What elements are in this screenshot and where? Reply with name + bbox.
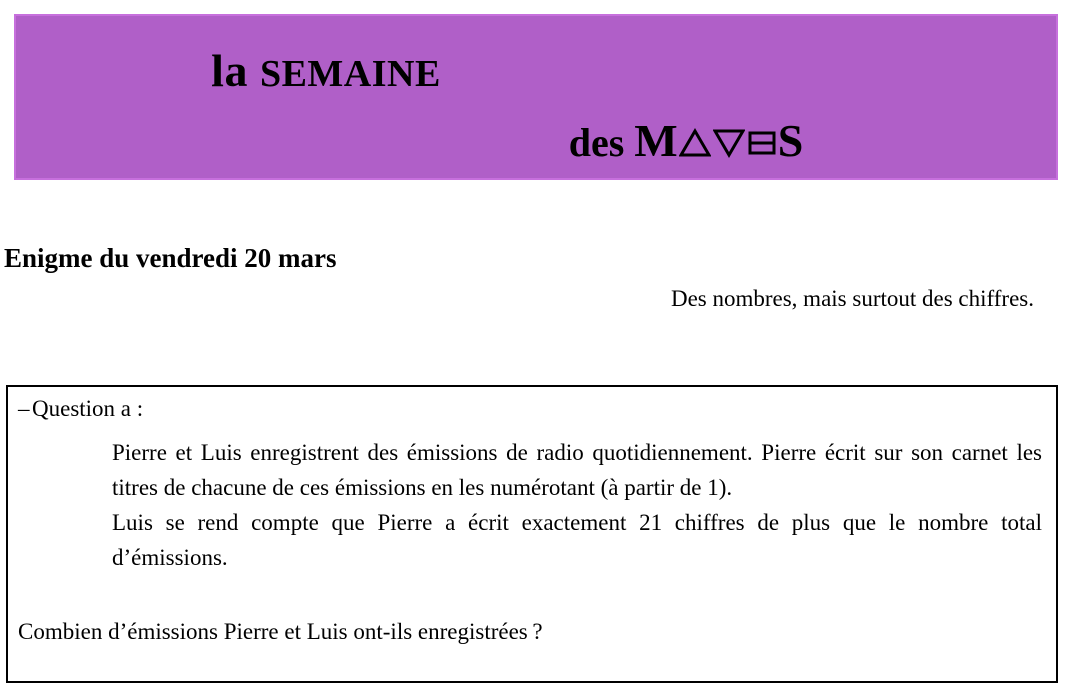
question-paragraph-1: Pierre et Luis enregistrent des émissions de radio quotidiennement. Pierre écrit sur son carnet les titres de chacune de ces émissions en les numérotant (à partir de 1). bbox=[112, 440, 1042, 500]
page-subtitle: Des nombres, mais surtout des chiffres. bbox=[670, 286, 1034, 311]
banner-glyph-group bbox=[678, 116, 778, 167]
header-banner bbox=[14, 14, 1058, 180]
question-body bbox=[112, 436, 1042, 576]
question-label-row bbox=[18, 396, 143, 422]
triangle-down-icon bbox=[713, 128, 745, 158]
question-final-prompt: Combien d’émissions Pierre et Luis ont-ils enregistrées ? bbox=[18, 619, 543, 644]
question-box bbox=[6, 385, 1058, 683]
page-title: Enigme du vendredi 20 mars bbox=[4, 243, 337, 273]
question-dash: – bbox=[18, 396, 30, 421]
square-icon bbox=[747, 128, 777, 158]
banner-line2-main-end: S bbox=[777, 115, 804, 166]
banner-line2-main-start: M bbox=[634, 115, 678, 166]
question-paragraph-2: Luis se rend compte que Pierre a écrit exactement 21 chiffres de plus que le nombre total d’émissions. bbox=[112, 509, 1042, 570]
banner-line1-main: SEMAINE bbox=[259, 53, 441, 95]
banner-title-line-2 bbox=[376, 116, 996, 167]
banner-title-line-1 bbox=[16, 46, 636, 97]
question-label: Question a : bbox=[32, 396, 144, 421]
banner-line1-prefix: la bbox=[211, 45, 260, 96]
banner-line2-prefix: des bbox=[568, 120, 635, 165]
triangle-up-icon bbox=[679, 128, 711, 158]
